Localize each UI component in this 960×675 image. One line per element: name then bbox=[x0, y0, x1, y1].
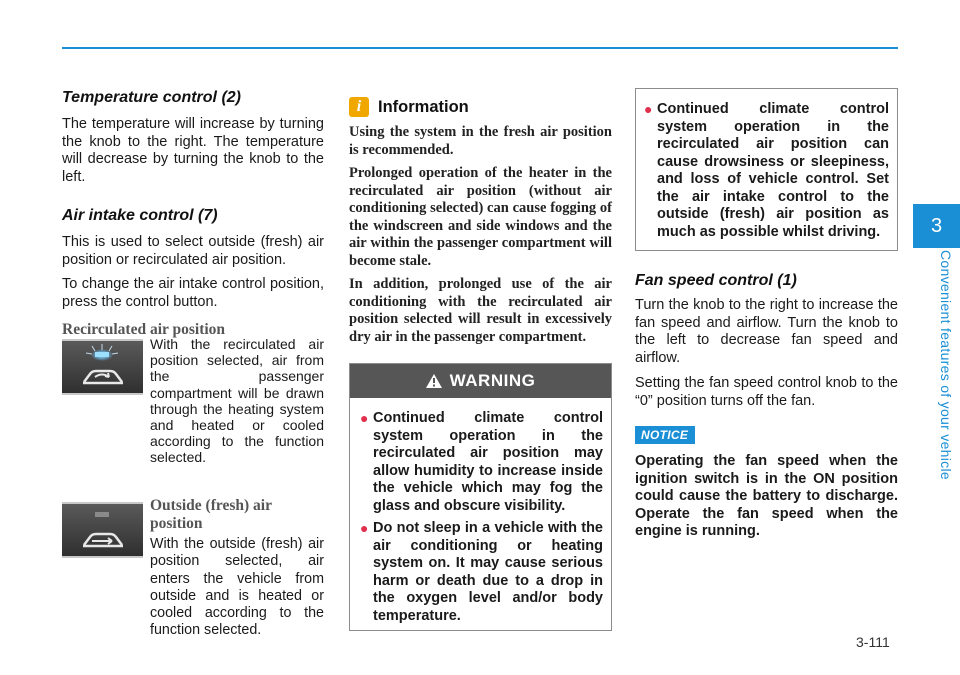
fan-speed-text-1: Turn the knob to the right to increase the fan speed and airflow. Turn the knob to the left to decrease fan speed and airflow. bbox=[635, 297, 898, 366]
outside-air-button-image bbox=[62, 502, 143, 558]
bullet-icon: ● bbox=[360, 410, 369, 426]
information-paragraph-2: Prolonged operation of the heater in the recirculated air position (without air conditioning selected) can cause fogging of the windscreen and side windows and the air within the passenger compartment will become stale. bbox=[349, 165, 612, 269]
warning-continued-box bbox=[635, 88, 898, 251]
chapter-title: Convenient features of your vehicle bbox=[938, 250, 954, 480]
warning-continued-list bbox=[636, 89, 897, 241]
bullet-icon: ● bbox=[644, 101, 653, 117]
air-intake-text-2: To change the air intake control position, press the control button. bbox=[62, 276, 324, 310]
recirculated-heading: Recirculated air position bbox=[62, 321, 226, 338]
bullet-icon: ● bbox=[360, 520, 369, 536]
recirculated-text: With the recirculated air position selected, air from the passenger compartment will be drawn through the heating system and heated or cooled according to the function selected. bbox=[150, 336, 324, 466]
fan-speed-text-2: Setting the fan speed control knob to the “0” position turns off the fan. bbox=[635, 375, 898, 409]
information-icon: i bbox=[349, 97, 369, 117]
outside-air-heading: Outside (fresh) air position bbox=[150, 497, 272, 532]
chapter-number: 3 bbox=[930, 214, 943, 237]
recirculation-icon bbox=[62, 341, 144, 397]
recirculated-button-image bbox=[62, 339, 143, 395]
chapter-tab bbox=[913, 204, 960, 248]
temperature-control-text: The temperature will increase by turning the knob to the right. The temperature will decrease by turning the knob to the left. bbox=[62, 116, 324, 185]
column-1 bbox=[62, 88, 324, 339]
warning-triangle-icon bbox=[426, 374, 442, 388]
information-header bbox=[349, 97, 612, 117]
information-paragraph-3: In addition, prolonged use of the air conditioning with the recirculated air position selected will result in excessively dry air in the passenger compartment. bbox=[349, 276, 612, 345]
warning-box bbox=[349, 363, 612, 631]
notice-text: Operating the fan speed when the ignition switch is in the ON position could cause the battery to discharge. Operate the fan speed when the engine is running. bbox=[635, 453, 898, 539]
warning-item: ● Continued climate control system operation in the recirculated air position may allow humidity to increase inside the vehicle which may fog the glass and obscure visibility. bbox=[360, 410, 603, 514]
air-intake-text-1: This is used to select outside (fresh) air position or recirculated air position. bbox=[62, 234, 324, 268]
header-rule bbox=[62, 47, 898, 49]
warning-label: WARNING bbox=[449, 371, 536, 390]
air-intake-heading: Air intake control (7) bbox=[62, 207, 218, 224]
information-title: Information bbox=[378, 97, 469, 116]
temperature-control-heading: Temperature control (2) bbox=[62, 89, 241, 106]
outside-air-text: With the outside (fresh) air position selected, air enters the vehicle from outside and is heated or cooled according to the function selected. bbox=[150, 536, 324, 639]
column-2 bbox=[349, 97, 612, 346]
notice-badge: NOTICE bbox=[635, 426, 695, 444]
warning-header bbox=[350, 364, 611, 398]
fan-speed-heading: Fan speed control (1) bbox=[635, 272, 797, 289]
outside-air-icon bbox=[62, 504, 144, 560]
warning-list bbox=[350, 398, 611, 625]
information-paragraph-1: Using the system in the fresh air position is recommended. bbox=[349, 124, 612, 158]
page-number: 3-111 bbox=[856, 634, 890, 650]
column-3 bbox=[635, 271, 898, 541]
warning-item: ● Do not sleep in a vehicle with the air conditioning or heating system on. It may cause serious harm or death due to a drop in the oxygen level and/or body temperature. bbox=[360, 520, 603, 624]
warning-item: ● Continued climate control system operation in the recirculated air position can cause drowsiness or sleepiness, and loss of vehicle control. Set the air intake control to the outside (fresh) air position as much as possible whilst driving. bbox=[644, 101, 889, 240]
notice-wrapper bbox=[635, 426, 898, 444]
